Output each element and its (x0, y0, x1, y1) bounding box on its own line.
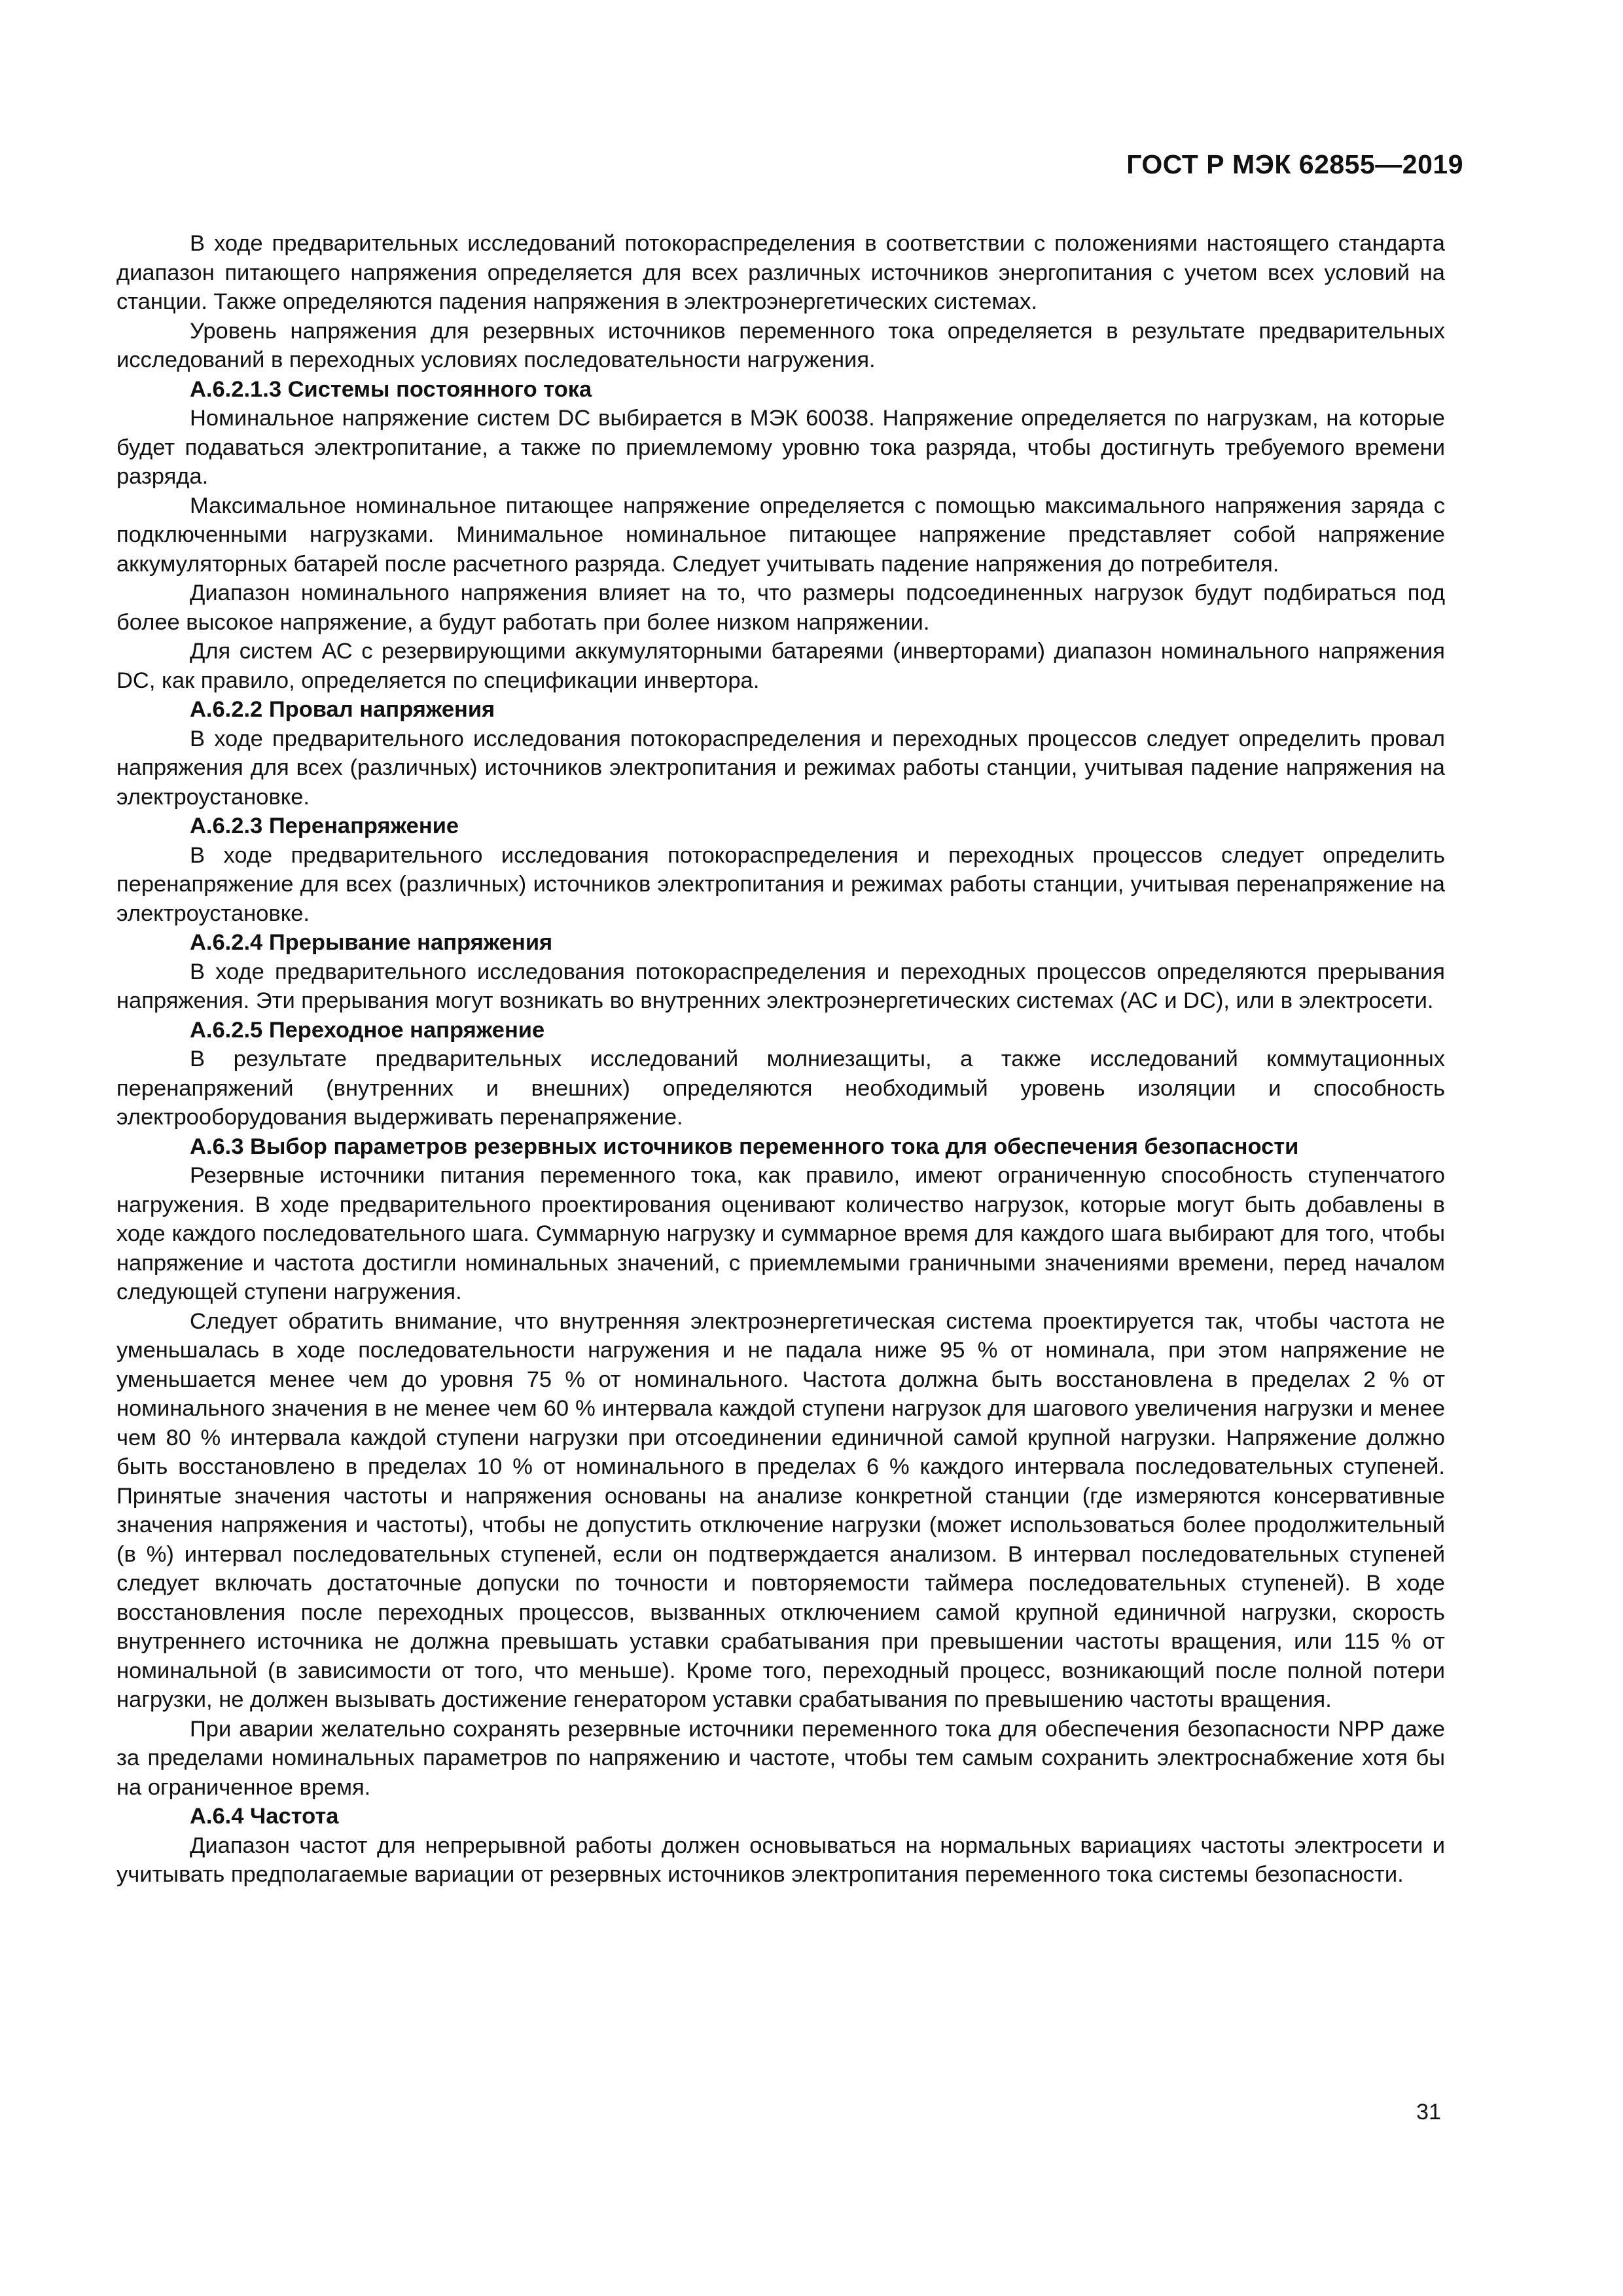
paragraph: Номинальное напряжение систем DC выбирается в МЭК 60038. Напряжение определяется по нагрузкам, на которые будет подаваться электропитание, а также по приемлемому уровню тока разряда, чтобы достигнуть требуемого времени разряда. (116, 406, 1445, 489)
paragraph: В ходе предварительных исследований потокораспределения в соответствии с положениями настоящего стандарта диапазон питающего напряжения определяется для всех различных источников энергопитания с учетом всех условий на станции. Также определяются падения напряжения в электроэнергетических системах. (116, 231, 1445, 314)
paragraph: Для систем АС с резервирующими аккумуляторными батареями (инверторами) диапазон номинального напряжения DC, как правило, определяется по спецификации инвертора. (116, 639, 1445, 693)
section-heading: А.6.2.3 Перенапряжение (190, 814, 459, 838)
paragraph: В ходе предварительного исследования потокораспределения и переходных процессов следует определить перенапряжение для всех (различных) источников электропитания и режимах работы станции, учитывая перенапряжение на электроустановке. (116, 842, 1445, 926)
section-heading: А.6.2.5 Переходное напряжение (190, 1017, 545, 1043)
paragraph: Резервные источники питания переменного тока, как правило, имеют ограниченную способность ступенчатого нагружения. В ходе предварительного проектирования оценивают количество нагрузок, которые могут быть добавлены в ходе каждого последовательного шага. Суммарную нагрузку и суммарное время для каждого шага выбирают для того, чтобы напряжение и частота достигли номинальных значений, с приемлемыми граничными значениями времени, перед началом следующей ступени нагружения. (116, 1163, 1445, 1304)
section-heading: А.6.4 Частота (190, 1804, 339, 1829)
page-number: 31 (1416, 2100, 1441, 2125)
paragraph: Следует обратить внимание, что внутренняя электроэнергетическая система проектируется так, чтобы частота не уменьшалась в ходе последовательности нагружения и не падала ниже 95 % от номинала, при этом напряжение не уменьшается менее чем до уровня 75 % от номинального. Частота должна быть восстановлена в пределах 2 % от номинального значения в не менее чем 60 % интервала каждой ступени нагрузок для шагового увеличения нагрузки и менее чем 80 % интервала каждой ступени нагрузки при отсоединении единичной самой крупной нагрузки. Напряжение должно быть восстановлено в пределах 10 % от номинального в пределах 6 % каждого интервала последовательных ступеней. Принятые значения частоты и напряжения основаны на анализе конкретной станции (где измеряются консервативные значения напряжения и частоты), чтобы не допустить отключение нагрузки (может использоваться более продолжительный (в %) интервал последовательных ступеней, если он подтверждается анализом. В интервал последовательных ступеней следует включать достаточные допуски по точности и повторяемости таймера последовательных ступеней). В ходе восстановления после переходных процессов, вызванных отключением самой крупной единичной нагрузки, скорость внутреннего источника не должна превышать уставки срабатывания при превышении частоты вращения, или 115 % от номинальной (в зависимости от того, что меньше). Кроме того, переходный процесс, возникающий после полной потери нагрузки, не должен вызывать достижение генератором уставки срабатывания по превышению частоты вращения. (116, 1308, 1445, 1712)
paragraph: Максимальное номинальное питающее напряжение определяется с помощью максимального напряжения заряда с подключенными нагрузками. Минимальное номинальное питающее напряжение представляет собой напряжение аккумуляторных батарей после расчетного разряда. Следует учитывать падение напряжения до потребителя. (116, 493, 1445, 577)
section-heading: А.6.2.1.3 Системы постоянного тока (190, 376, 592, 402)
paragraph: В ходе предварительного исследования потокораспределения и переходных процессов следует определить провал напряжения для всех (различных) источников электропитания и режимах работы станции, учитывая падение напряжения на электроустановке. (116, 726, 1445, 810)
document-id-header: ГОСТ Р МЭК 62855—2019 (1126, 149, 1463, 179)
paragraph: Уровень напряжения для резервных источников переменного тока определяется в результате предварительных исследований в переходных условиях последовательности нагружения. (116, 318, 1445, 372)
section-heading: А.6.3 Выбор параметров резервных источников переменного тока для обеспечения безопасности (190, 1134, 1299, 1159)
paragraph: При аварии желательно сохранять резервные источники переменного тока для обеспечения безопасности NPP даже за пределами номинальных параметров по напряжению и частоте, чтобы тем самым сохранить электроснабжение хотя бы на ограниченное время. (116, 1716, 1445, 1800)
paragraph: Диапазон номинального напряжения влияет на то, что размеры подсоединенных нагрузок будут подбираться под более высокое напряжение, а будут работать при более низком напряжении. (116, 581, 1445, 635)
section-heading: А.6.2.2 Провал напряжения (190, 697, 495, 722)
paragraph: В ходе предварительного исследования потокораспределения и переходных процессов определяются прерывания напряжения. Эти прерывания могут возникать во внутренних электроэнергетических системах (АС и DC), или в электросети. (116, 959, 1445, 1013)
section-heading: А.6.2.4 Прерывание напряжения (190, 930, 553, 955)
paragraph: Диапазон частот для непрерывной работы должен основываться на нормальных вариациях частоты электросети и учитывать предполагаемые вариации от резервных источников электропитания переменного тока системы безопасности. (116, 1833, 1445, 1887)
paragraph: В результате предварительных исследований молниезащиты, а также исследований коммутационных перенапряжений (внутренних и внешних) определяются необходимый уровень изоляции и способность электрооборудования выдерживать перенапряжение. (116, 1047, 1445, 1130)
document-body (116, 229, 1445, 1890)
